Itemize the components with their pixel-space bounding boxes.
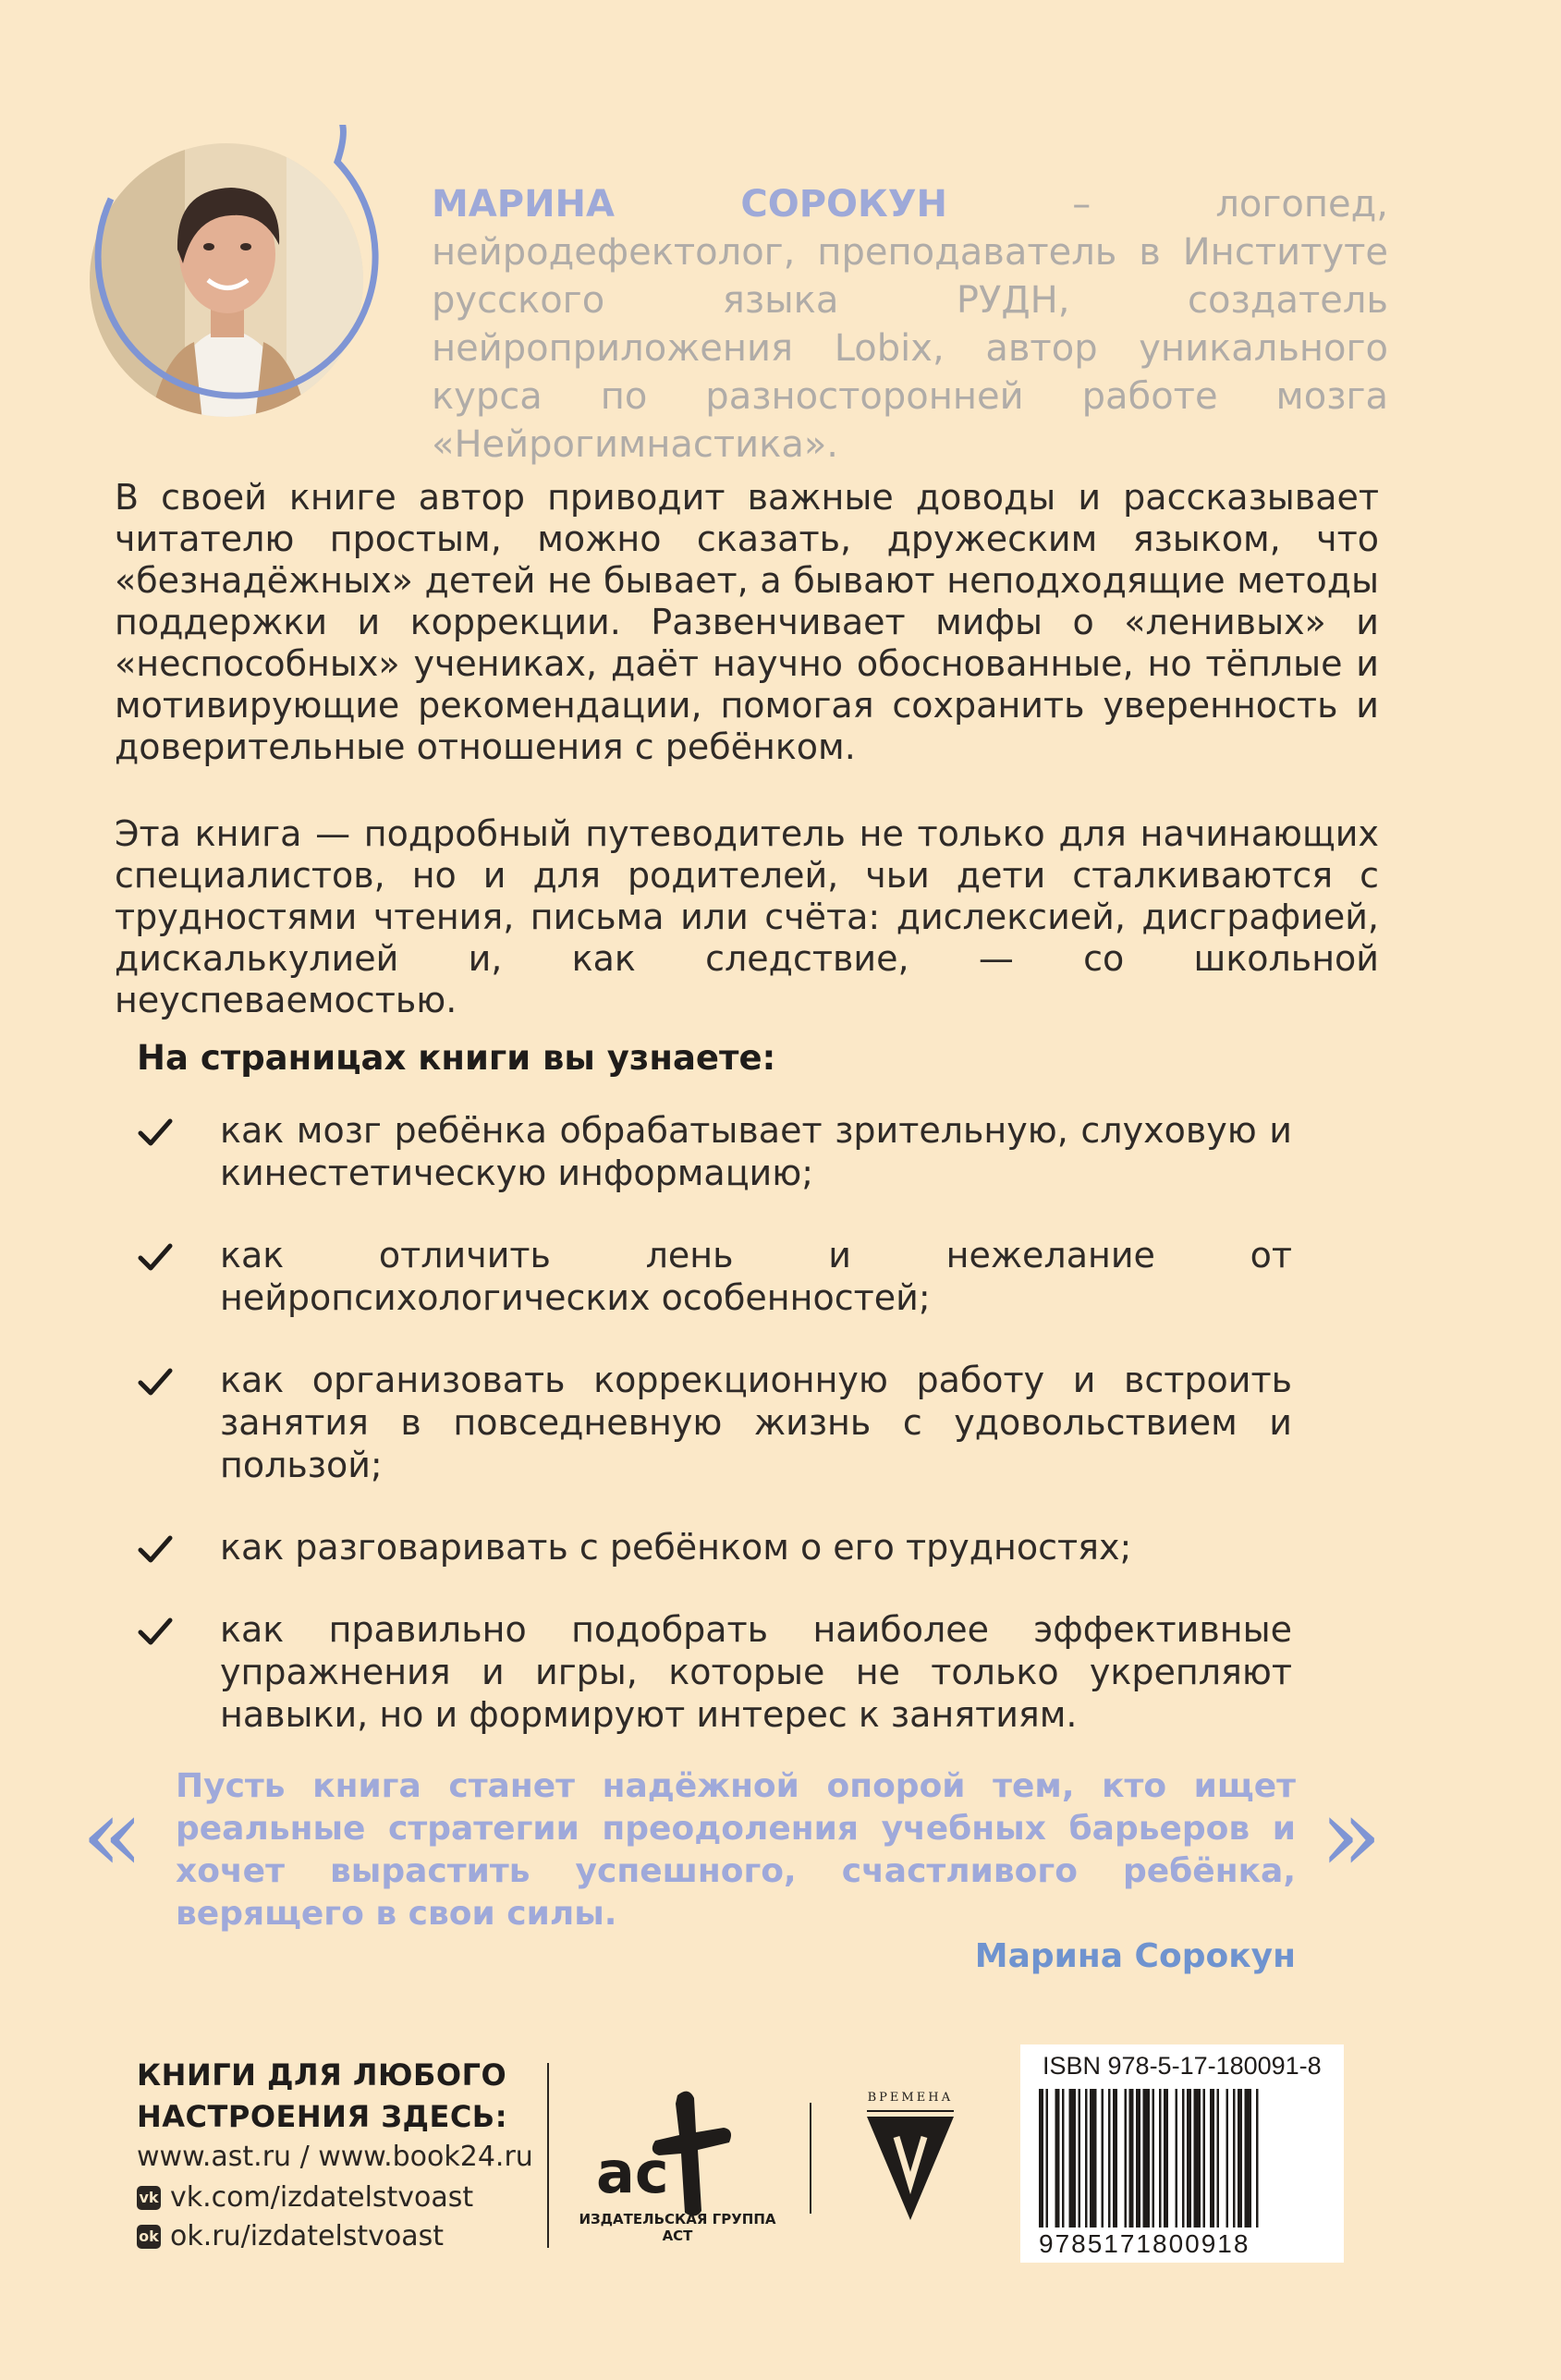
websites-link[interactable]: www.ast.ru / www.book24.ru bbox=[137, 2141, 533, 2173]
list-item-text: как отличить лень и нежелание от нейропсихологических особенностей; bbox=[220, 1235, 1292, 1318]
quote-close-mark: » bbox=[1320, 1776, 1383, 1894]
list-item-text: как разговаривать с ребёнком о его трудностях; bbox=[220, 1527, 1132, 1568]
barcode-bar bbox=[1176, 2089, 1178, 2227]
vk-icon: vk bbox=[137, 2186, 161, 2210]
author-bio bbox=[432, 180, 1388, 469]
footer-divider bbox=[810, 2103, 811, 2214]
quote-author: Марина Сорокун bbox=[974, 1937, 1296, 1975]
vk-link-text: vk.com/izdatelstvoast bbox=[170, 2181, 474, 2214]
barcode-bar bbox=[1238, 2089, 1242, 2227]
barcode-bar bbox=[1182, 2089, 1185, 2227]
vk-link[interactable] bbox=[137, 2181, 473, 2214]
barcode-bar bbox=[1187, 2089, 1191, 2227]
list-item-text: как организовать коррекционную работу и встроить занятия в повседневную жизнь с удовольствием и пользой; bbox=[220, 1360, 1292, 1485]
ok-link[interactable] bbox=[137, 2220, 444, 2252]
barcode-bar bbox=[1039, 2089, 1043, 2227]
barcode-bars bbox=[1039, 2089, 1325, 2227]
list-item bbox=[137, 1109, 1292, 1194]
list-item-text: как мозг ребёнка обрабатывает зрительную, слуховую и кинестетическую информацию; bbox=[220, 1110, 1292, 1193]
vremena-name: ВРЕМЕНА bbox=[867, 2091, 954, 2105]
barcode-bar bbox=[1143, 2089, 1151, 2227]
barcode-bar bbox=[1152, 2089, 1155, 2227]
quote-open-mark: « bbox=[81, 1776, 144, 1894]
footer-heading-line-2: НАСТРОЕНИЯ ЗДЕСЬ: bbox=[137, 2099, 507, 2134]
publisher-caption: ИЗДАТЕЛЬСКАЯ ГРУППА АСТ bbox=[579, 2211, 776, 2244]
barcode-bar bbox=[1233, 2089, 1236, 2227]
description-paragraph-1: В своей книге автор приводит важные доводы и рассказывает читателю простым, можно сказать, дружеским языком, что «безнадёжных» детей не бывает, а бывают неподходящие методы поддержки и коррекции. Развенчивает мифы о «ленивых» и «неспособных» учениках, даёт научно обоснованные, но тёплые и мотивирующие рекомендации, помогая сохранить уверенность и доверительные отношения с ребёнком. bbox=[115, 477, 1379, 767]
checkmark-icon bbox=[137, 1117, 174, 1148]
quote-text: Пусть книга станет надёжной опорой тем, кто ищет реальные стратегии преодоления учебных барьеров и хочет вырастить успешного, счастливого ребёнка, верящего в свои силы. bbox=[176, 1767, 1296, 1933]
barcode-bar bbox=[1062, 2089, 1065, 2227]
barcode-bar bbox=[1055, 2089, 1060, 2227]
barcode-bar bbox=[1113, 2089, 1117, 2227]
svg-text:ас: ас bbox=[596, 2139, 669, 2206]
learn-list bbox=[137, 1109, 1292, 1776]
barcode-bar bbox=[1226, 2089, 1229, 2227]
ast-logo bbox=[567, 2081, 788, 2229]
checkmark-icon bbox=[137, 1533, 174, 1565]
barcode-bar bbox=[1079, 2089, 1081, 2227]
vremena-logo bbox=[860, 2091, 961, 2229]
footer-heading-line-1: КНИГИ ДЛЯ ЛЮБОГО bbox=[137, 2057, 507, 2093]
learn-heading: На страницах книги вы узнаете: bbox=[137, 1038, 776, 1078]
barcode-bar bbox=[1217, 2089, 1220, 2227]
checkmark-icon bbox=[137, 1616, 174, 1647]
barcode-digits: 9785171800918 bbox=[1039, 2229, 1250, 2258]
barcode-bar bbox=[1046, 2089, 1049, 2227]
footer-divider bbox=[547, 2063, 549, 2248]
author-name: МАРИНА СОРОКУН bbox=[432, 183, 948, 226]
list-item-text: как правильно подобрать наиболее эффективные упражнения и игры, которые не только укрепляют навыки, но и формируют интерес к занятиям. bbox=[220, 1609, 1292, 1735]
author-portrait bbox=[74, 125, 388, 430]
barcode-bar bbox=[1203, 2089, 1206, 2227]
vremena-emblem bbox=[860, 2091, 961, 2229]
barcode-bar bbox=[1085, 2089, 1088, 2227]
list-item bbox=[137, 1608, 1292, 1736]
barcode-bar bbox=[1090, 2089, 1097, 2227]
barcode-bar bbox=[1210, 2089, 1214, 2227]
author-photo bbox=[74, 125, 388, 430]
barcode-bar bbox=[1069, 2089, 1077, 2227]
barcode-bar bbox=[1164, 2089, 1168, 2227]
ok-link-text: ok.ru/izdatelstvoast bbox=[170, 2220, 445, 2252]
barcode-bar bbox=[1108, 2089, 1111, 2227]
list-item bbox=[137, 1526, 1292, 1568]
barcode-bar bbox=[1194, 2089, 1201, 2227]
isbn-label: ISBN 978-5-17-180091-8 bbox=[1043, 2052, 1322, 2080]
checkmark-icon bbox=[137, 1366, 174, 1397]
barcode-bar bbox=[1125, 2089, 1128, 2227]
barcode-bar bbox=[1245, 2089, 1252, 2227]
list-item bbox=[137, 1234, 1292, 1319]
checkmark-icon bbox=[137, 1241, 174, 1273]
barcode-bar bbox=[1129, 2089, 1134, 2227]
footer-heading bbox=[137, 2055, 507, 2138]
list-item bbox=[137, 1359, 1292, 1486]
author-bio-text: – логопед, нейродефектолог, преподаватель в Институте русского языка РУДН, создатель нейроприложения Lobix, автор уникального курса по разносторонней работе мозга «Нейрогимнастика». bbox=[432, 183, 1389, 466]
barcode-bar bbox=[1256, 2089, 1259, 2227]
barcode-bar bbox=[1136, 2089, 1140, 2227]
description-paragraph-2: Эта книга — подробный путеводитель не только для начинающих специалистов, но и для родителей, чьи дети сталкиваются с трудностями чтения, письма или счёта: дислексией, дисграфией, дискалькулией и, как следствие, — со школьной неуспеваемостью. bbox=[115, 813, 1379, 1020]
barcode-bar bbox=[1102, 2089, 1104, 2227]
barcode bbox=[1020, 2044, 1344, 2263]
ok-icon: ok bbox=[137, 2225, 161, 2249]
barcode-bar bbox=[1159, 2089, 1162, 2227]
